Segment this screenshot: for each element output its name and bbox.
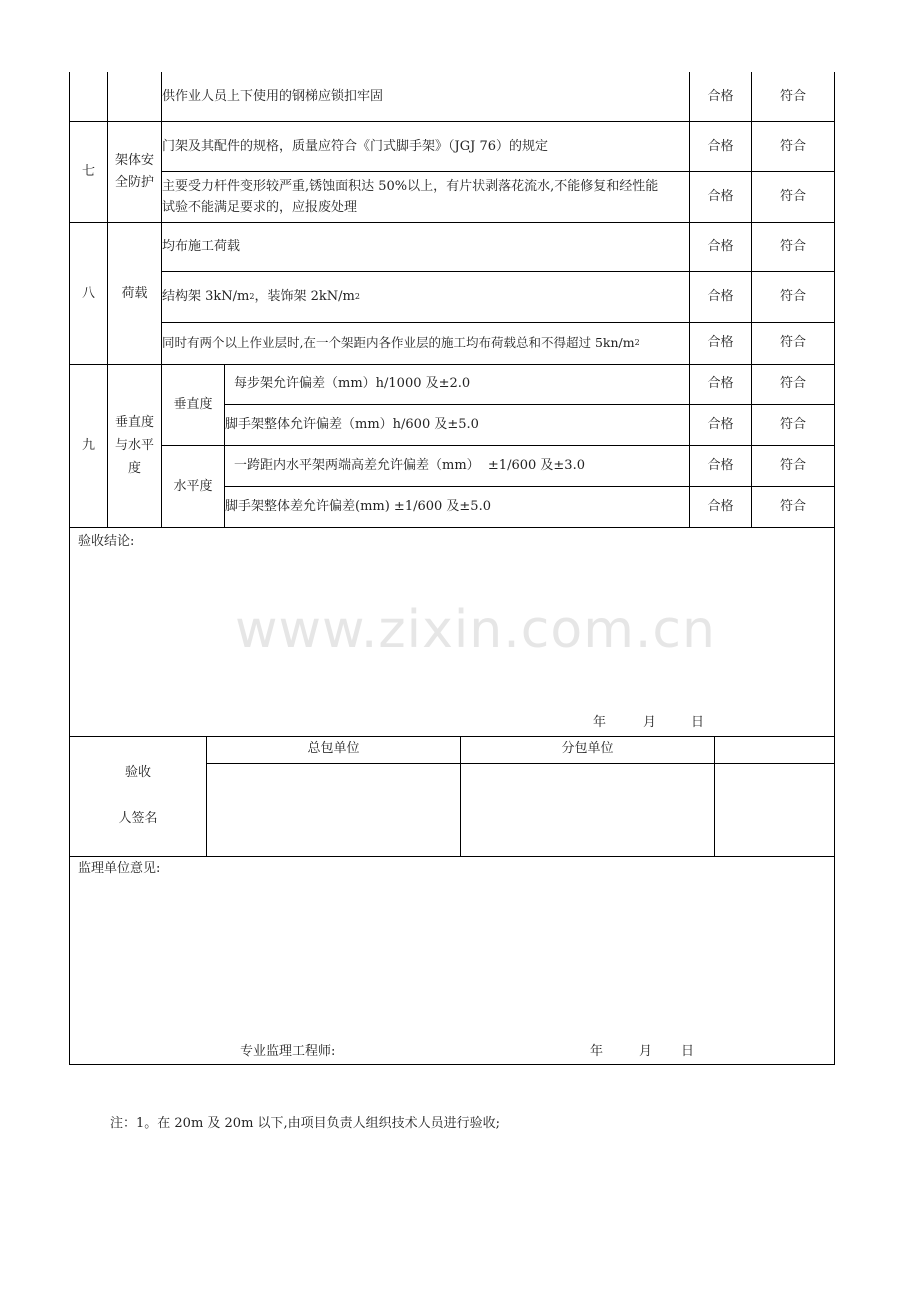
date-day: 日 xyxy=(681,1044,695,1059)
row-number: 七 xyxy=(81,164,95,179)
conform-cell: 符合 xyxy=(779,239,806,254)
table-border xyxy=(161,171,835,172)
row-content: 门架及其配件的规格，质量应符合《门式脚手架》（JGJ 76）的规定 xyxy=(162,139,548,154)
watermark: www.zixin.com.cn xyxy=(235,600,716,660)
row-item-label: 度 xyxy=(127,461,141,476)
supervision-engineer-label: 专业监理工程师: xyxy=(240,1044,336,1059)
row-number: 八 xyxy=(81,286,95,301)
table-border xyxy=(714,736,715,856)
date-year: 年 xyxy=(590,1044,604,1059)
result-cell: 合格 xyxy=(707,289,734,304)
row-item-cell xyxy=(108,411,161,480)
table-border xyxy=(161,445,835,446)
conform-cell: 符合 xyxy=(779,289,806,304)
table-border xyxy=(161,271,835,272)
row-content-line: 试验不能满足要求的，应报废处理 xyxy=(162,200,358,215)
conclusion-label: 验收结论: xyxy=(78,534,135,549)
table-border xyxy=(69,1064,835,1065)
result-cell: 合格 xyxy=(707,417,734,432)
subcontractor-header: 分包单位 xyxy=(561,741,614,756)
sub-item-label: 水平度 xyxy=(173,479,213,494)
result-cell: 合格 xyxy=(707,89,734,104)
result-cell: 合格 xyxy=(707,189,734,204)
date-year: 年 xyxy=(593,715,607,730)
table-border xyxy=(69,736,835,737)
conform-cell: 符合 xyxy=(779,89,806,104)
sub-item-label: 垂直度 xyxy=(173,397,213,412)
table-border xyxy=(224,486,835,487)
conform-cell: 符合 xyxy=(779,335,806,350)
result-cell: 合格 xyxy=(707,376,734,391)
date-month: 月 xyxy=(643,715,657,730)
row-content: 脚手架整体差允许偏差(mm) ±1/600 及±5.0 xyxy=(225,499,491,514)
conform-cell: 符合 xyxy=(779,499,806,514)
signature-label: 人签名 xyxy=(118,811,158,826)
table-border xyxy=(69,121,835,122)
general-contractor-header: 总包单位 xyxy=(307,741,360,756)
row-number: 九 xyxy=(81,438,95,453)
table-border xyxy=(206,763,835,764)
row-content xyxy=(162,176,658,218)
table-border xyxy=(69,72,70,1065)
row-content: 一跨距内水平架两端高差允许偏差（mm） ±1/600 及±3.0 xyxy=(234,458,585,473)
date-day: 日 xyxy=(691,715,705,730)
signature-label: 验收 xyxy=(124,765,151,780)
result-cell: 合格 xyxy=(707,458,734,473)
row-item-label: 与水平 xyxy=(114,438,154,453)
table-border xyxy=(69,222,835,223)
table-border xyxy=(69,364,835,365)
row-content-line: 主要受力杆件变形较严重,锈蚀面积达 50%以上，有片状剥落花流水,不能修复和经性能 xyxy=(162,179,659,194)
table-border xyxy=(69,527,835,528)
table-border xyxy=(834,72,835,1065)
table-border xyxy=(69,856,835,857)
row-item-label: 垂直度 xyxy=(114,415,154,430)
conform-cell: 符合 xyxy=(779,376,806,391)
conform-cell: 符合 xyxy=(779,189,806,204)
row-content: 供作业人员上下使用的钢梯应锁扣牢固 xyxy=(162,89,384,104)
result-cell: 合格 xyxy=(707,335,734,350)
row-item-label: 荷载 xyxy=(121,286,148,301)
conform-cell: 符合 xyxy=(779,139,806,154)
supervision-label: 监理单位意见: xyxy=(78,861,161,876)
row-content: 同时有两个以上作业层时,在一个架距内各作业层的施工均布荷载总和不得超过 5kn/m 2 xyxy=(162,332,640,354)
date-month: 月 xyxy=(639,1044,653,1059)
row-content: 均布施工荷载 xyxy=(162,239,241,254)
row-item-label: 全防护 xyxy=(114,175,154,190)
row-content-text: 同时有两个以上作业层时,在一个架距内各作业层的施工均布荷载总和不得超过 5kn/m xyxy=(162,335,635,350)
row-content-text: 结构架 3kN/m xyxy=(162,289,250,304)
row-item-label: 架体安 xyxy=(114,153,154,168)
result-cell: 合格 xyxy=(707,139,734,154)
row-item-cell xyxy=(108,150,161,194)
row-content: 脚手架整体允许偏差（mm）h/600 及±5.0 xyxy=(225,417,479,432)
result-cell: 合格 xyxy=(707,499,734,514)
row-content-text: ，装饰架 2kN/m xyxy=(254,289,355,304)
result-cell: 合格 xyxy=(707,239,734,254)
table-border xyxy=(224,404,835,405)
conform-cell: 符合 xyxy=(779,417,806,432)
table-border xyxy=(161,322,835,323)
footnote: 注：1。在 20m 及 20m 以下,由项目负责人组织技术人员进行验收; xyxy=(110,1116,501,1131)
row-content: 结构架 3kN/m 2 ，装饰架 2kN/m 2 xyxy=(162,286,360,308)
conform-cell: 符合 xyxy=(779,458,806,473)
row-content: 每步架允许偏差（mm）h/1000 及±2.0 xyxy=(234,376,471,391)
